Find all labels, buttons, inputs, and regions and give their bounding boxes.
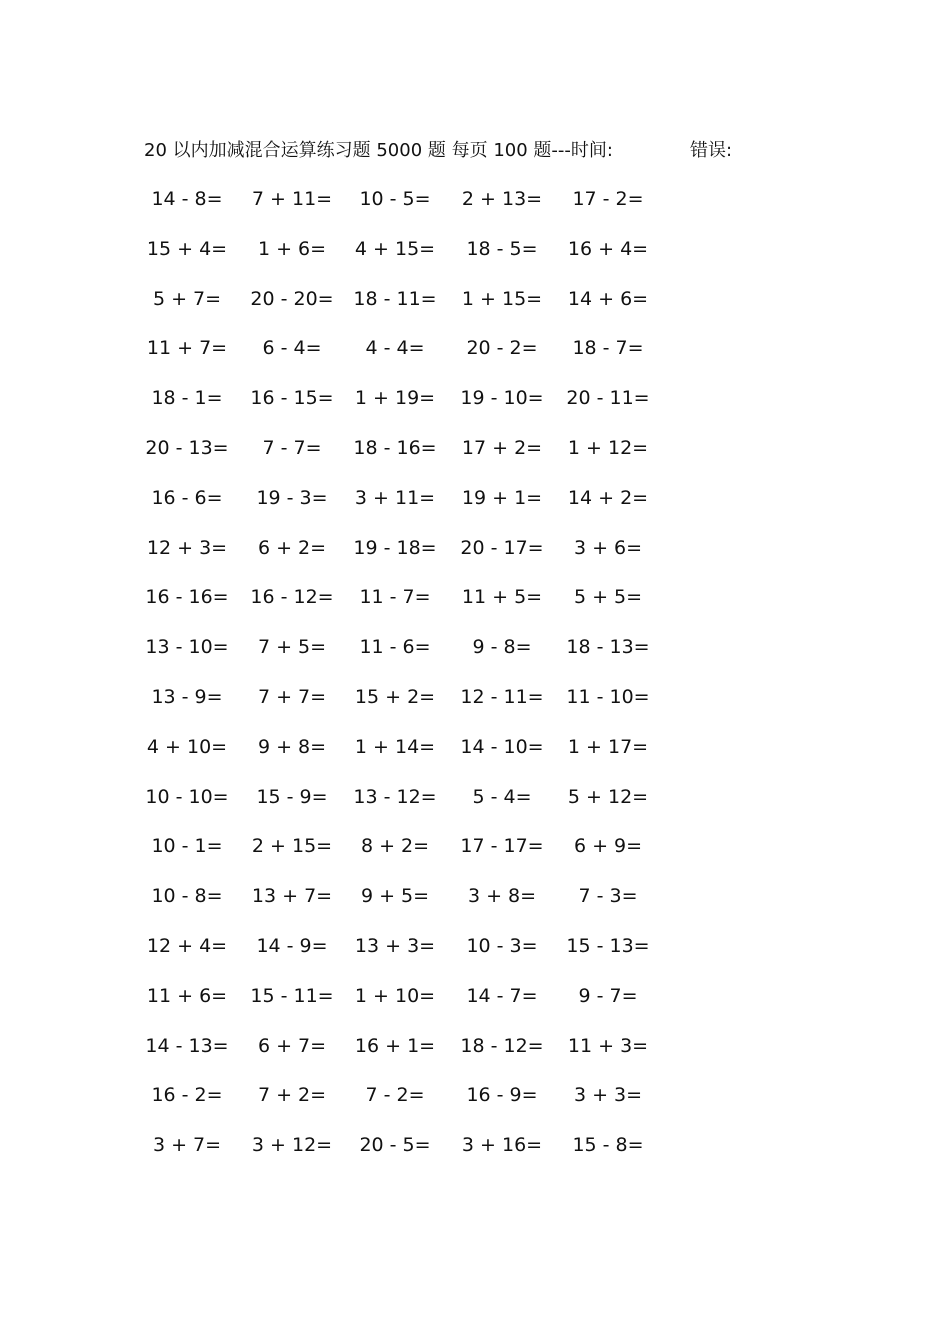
math-problem: 11 + 5= [461,586,543,609]
problem-row [0,582,950,612]
problem-row [0,682,950,712]
math-problem: 18 - 13= [566,636,650,659]
problem-row [0,1031,950,1061]
math-problem: 5 + 5= [573,586,643,609]
math-problem: 6 - 4= [262,337,322,360]
math-problem: 16 + 4= [567,237,649,260]
math-problem: 16 + 1= [354,1034,436,1057]
problem-row [0,1130,950,1160]
problem-row [0,632,950,662]
math-problem: 16 - 12= [250,586,334,609]
math-problem: 12 + 4= [146,935,228,957]
math-problem: 15 + 2= [354,686,436,708]
math-problem: 7 + 2= [257,1084,327,1107]
problem-row [0,732,950,762]
math-problem: 16 - 16= [145,586,229,609]
math-problem: 19 - 18= [353,536,437,559]
math-problem: 19 - 10= [460,387,544,410]
problem-row [0,184,950,214]
math-problem: 1 + 10= [354,984,436,1007]
math-problem: 3 + 3= [573,1084,643,1107]
math-problem: 12 + 3= [146,536,228,559]
problem-row [0,981,950,1011]
math-problem: 16 - 2= [151,1084,223,1107]
math-problem: 1 + 6= [257,237,327,260]
math-problem: 12 - 11= [460,686,544,708]
problem-row [0,881,950,911]
math-problem: 10 - 3= [466,935,538,957]
math-problem: 19 - 3= [256,486,328,509]
math-problem: 8 + 2= [360,835,430,858]
math-problem: 18 - 11= [353,287,437,310]
math-problem: 4 + 10= [146,735,228,758]
math-problem: 7 - 3= [578,885,638,908]
math-problem: 10 - 1= [151,835,223,858]
math-problem: 20 - 5= [359,1134,431,1157]
math-problem: 1 + 15= [461,287,543,310]
math-problem: 3 + 7= [152,1134,222,1157]
math-problem: 4 - 4= [365,337,425,360]
math-problem: 20 - 11= [566,387,650,410]
math-problem: 11 - 10= [566,686,650,708]
math-problem: 5 - 4= [472,785,532,808]
math-problem: 6 + 9= [573,835,643,858]
math-problem: 18 - 16= [353,437,437,459]
math-problem: 11 - 6= [359,636,431,659]
math-problem: 2 + 15= [251,835,333,858]
problem-row [0,782,950,812]
math-problem: 6 + 2= [257,536,327,559]
problem-row [0,533,950,563]
math-problem: 3 + 16= [461,1134,543,1157]
math-problem: 18 - 7= [572,337,644,360]
problem-row [0,234,950,264]
errors-label: 错误: [690,140,733,161]
problem-row [0,383,950,413]
math-problem: 14 + 6= [567,287,649,310]
math-problem: 17 - 2= [572,188,644,210]
math-problem: 17 - 17= [460,835,544,858]
problem-row [0,1080,950,1110]
math-problem: 13 + 3= [354,935,436,957]
math-problem: 3 + 8= [467,885,537,908]
math-problem: 1 + 12= [567,437,649,459]
math-problem: 15 - 8= [572,1134,644,1157]
math-problem: 14 - 13= [145,1034,229,1057]
math-problem: 15 - 11= [250,984,334,1007]
math-problem: 11 - 7= [359,586,431,609]
math-problem: 3 + 12= [251,1134,333,1157]
math-problem: 1 + 14= [354,735,436,758]
page-title: 20 以内加减混合运算练习题 5000 题 每页 100 题---时间: [144,140,613,161]
problem-row [0,831,950,861]
math-problem: 2 + 13= [461,188,543,210]
math-problem: 7 - 2= [365,1084,425,1107]
math-problem: 6 + 7= [257,1034,327,1057]
math-problem: 18 - 5= [466,237,538,260]
math-problem: 3 + 11= [354,486,436,509]
problem-row [0,333,950,363]
math-problem: 20 - 2= [466,337,538,360]
math-problem: 13 - 12= [353,785,437,808]
math-problem: 15 - 9= [256,785,328,808]
math-problem: 13 + 7= [251,885,333,908]
math-problem: 10 - 5= [359,188,431,210]
math-problem: 7 + 5= [257,636,327,659]
math-problem: 14 - 7= [466,984,538,1007]
math-problem: 5 + 7= [152,287,222,310]
math-problem: 14 - 10= [460,735,544,758]
math-problem: 14 + 2= [567,486,649,509]
math-problem: 7 + 11= [251,188,333,210]
math-problem: 13 - 10= [145,636,229,659]
math-problem: 10 - 10= [145,785,229,808]
math-problem: 9 - 8= [472,636,532,659]
math-problem: 15 + 4= [146,237,228,260]
math-problem: 13 - 9= [151,686,223,708]
math-problem: 1 + 17= [567,735,649,758]
problem-row [0,433,950,463]
math-problem: 10 - 8= [151,885,223,908]
problem-row [0,931,950,961]
math-problem: 9 + 5= [360,885,430,908]
math-problem: 11 + 7= [146,337,228,360]
math-problem: 15 - 13= [566,935,650,957]
math-problem: 17 + 2= [461,437,543,459]
math-problem: 16 - 6= [151,486,223,509]
problem-row [0,284,950,314]
math-problem: 16 - 9= [466,1084,538,1107]
math-problem: 19 + 1= [461,486,543,509]
math-problem: 14 - 9= [256,935,328,957]
math-problem: 3 + 6= [573,536,643,559]
math-problem: 7 - 7= [262,437,322,459]
math-problem: 5 + 12= [567,785,649,808]
math-problem: 16 - 15= [250,387,334,410]
problem-row [0,483,950,513]
math-problem: 11 + 3= [567,1034,649,1057]
math-problem: 14 - 8= [151,188,223,210]
math-problem: 4 + 15= [354,237,436,260]
math-problem: 20 - 20= [250,287,334,310]
math-problem: 7 + 7= [257,686,327,708]
math-problem: 18 - 1= [151,387,223,410]
math-problem: 11 + 6= [146,984,228,1007]
math-problem: 18 - 12= [460,1034,544,1057]
math-problem: 9 + 8= [257,735,327,758]
math-problem: 9 - 7= [578,984,638,1007]
math-problem: 20 - 17= [460,536,544,559]
math-problem: 20 - 13= [145,437,229,459]
math-problem: 1 + 19= [354,387,436,410]
